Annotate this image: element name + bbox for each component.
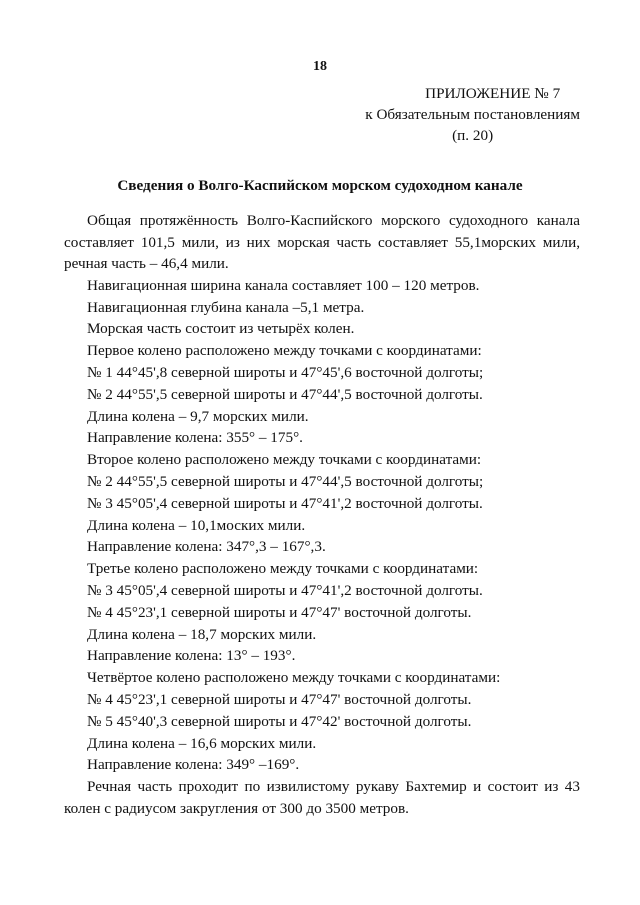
body-line: Навигационная ширина канала составляет 100 – 120 метров.: [87, 276, 480, 294]
body-line: № 2 44°55',5 северной широты и 47°44',5 восточной долготы;: [87, 472, 484, 490]
appendix-title: ПРИЛОЖЕНИЕ № 7: [425, 85, 561, 102]
body-line: Длина колена – 10,1моских мили.: [87, 516, 306, 534]
body-line: Третье колено расположено между точками с координатами:: [87, 560, 479, 578]
body-line: № 3 45°05',4 северной широты и 47°41',2 восточной долготы.: [87, 581, 483, 599]
appendix-subtitle: к Обязательным постановлениям: [365, 106, 580, 123]
page-number: 18: [313, 59, 327, 74]
body-line: № 3 45°05',4 северной широты и 47°41',2 восточной долготы.: [87, 494, 483, 512]
body-line: Направление колена: 355° – 175°.: [87, 429, 303, 447]
body-line: № 5 45°40',3 северной широты и 47°42' восточной долготы.: [87, 712, 472, 730]
appendix-point: (п. 20): [452, 127, 494, 144]
body-line: Направление колена: 349° –169°.: [87, 756, 300, 774]
body-line: № 4 45°23',1 северной широты и 47°47' восточной долготы.: [87, 603, 472, 621]
body-line: Морская часть состоит из четырёх колен.: [87, 320, 355, 338]
body-line: № 2 44°55',5 северной широты и 47°44',5 восточной долготы.: [87, 385, 483, 403]
body-line: Навигационная глубина канала –5,1 метра.: [87, 298, 365, 316]
body-line: Длина колена – 16,6 морских мили.: [87, 734, 317, 752]
body-line: Четвёртое колено расположено между точками с координатами:: [87, 669, 501, 687]
intro-paragraph: Общая протяжённость Волго-Каспийского морского судоходного канала составляет 101,5 мили, из них морская часть составляет 55,1морских мили, речная часть – 46,4 мили.: [64, 212, 580, 273]
appendix-header: [365, 83, 580, 146]
body-line: Направление колена: 347°,3 – 167°,3.: [87, 538, 326, 556]
document-title: Сведения о Волго-Каспийском морском судоходном канале: [117, 177, 523, 194]
body-line: № 1 44°45',8 северной широты и 47°45',6 восточной долготы;: [87, 363, 484, 381]
body-line: Длина колена – 18,7 морских мили.: [87, 625, 317, 643]
body-line: Направление колена: 13° – 193°.: [87, 647, 296, 665]
body-line: № 4 45°23',1 северной широты и 47°47' восточной долготы.: [87, 690, 472, 708]
document-body: [64, 210, 580, 819]
body-line: Первое колено расположено между точками с координатами:: [87, 342, 482, 360]
closing-paragraph: Речная часть проходит по извилистому рукаву Бахтемир и состоит из 43 колен с радиусом закругления от 300 до 3500 метров.: [64, 778, 580, 817]
body-line: Второе колено расположено между точками с координатами:: [87, 451, 482, 469]
body-line: Длина колена – 9,7 морских мили.: [87, 407, 309, 425]
